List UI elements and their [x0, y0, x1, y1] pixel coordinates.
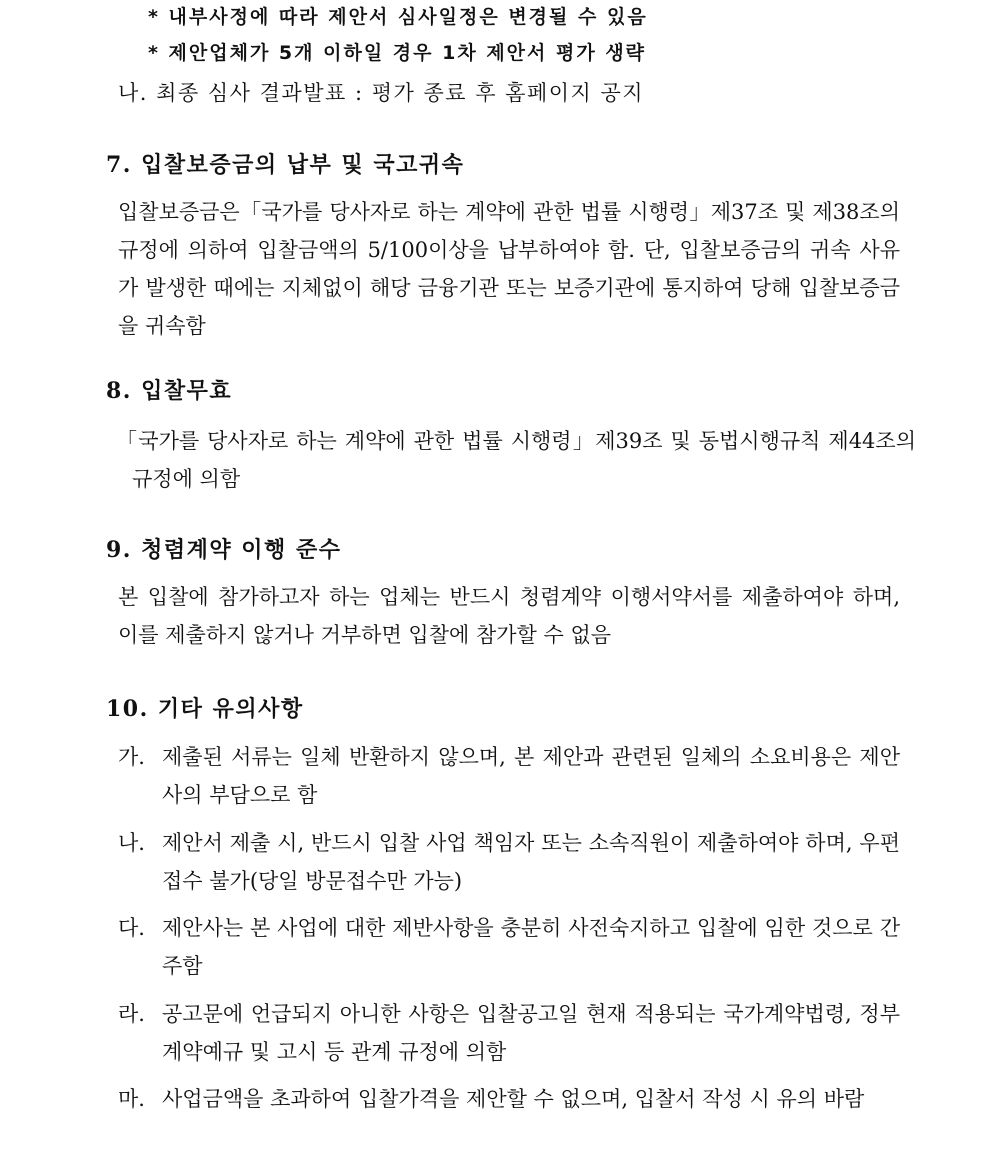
- section-7-title: 7. 입찰보증금의 납부 및 국고귀속: [106, 152, 465, 178]
- list-item-text: 사업금액을 초과하여 입찰가격을 제안할 수 없으며, 입찰서 작성 시 유의 바람: [162, 1087, 865, 1111]
- list-item: [118, 738, 900, 814]
- list-item-marker: 라.: [118, 1002, 145, 1026]
- final-result-item: 나. 최종 심사 결과발표 : 평가 종료 후 홈페이지 공지: [118, 81, 645, 105]
- schedule-note: * 내부사정에 따라 제안서 심사일정은 변경될 수 있음: [148, 6, 648, 28]
- section-9-title: 9. 청렴계약 이행 준수: [106, 537, 342, 563]
- evaluation-note: * 제안업체가 5개 이하일 경우 1차 제안서 평가 생략: [148, 42, 647, 64]
- list-item: [118, 995, 900, 1071]
- list-item: [118, 909, 900, 985]
- list-item: [118, 1080, 900, 1118]
- section-10-title: 10. 기타 유의사항: [106, 696, 304, 722]
- section-8-title: 8. 입찰무효: [106, 378, 233, 404]
- list-item-text: 제출된 서류는 일체 반환하지 않으며, 본 제안과 관련된 일체의 소요비용은 제안사의 부담으로 함: [162, 745, 900, 807]
- list-item: [118, 824, 900, 900]
- list-item-text: 공고문에 언급되지 아니한 사항은 입찰공고일 현재 적용되는 국가계약법령, 정부 계약예규 및 고시 등 관계 규정에 의함: [162, 1002, 900, 1064]
- list-item-text: 제안사는 본 사업에 대한 제반사항을 충분히 사전숙지하고 입찰에 임한 것으로 간주함: [162, 916, 900, 978]
- list-item-marker: 가.: [118, 745, 145, 769]
- list-item-marker: 다.: [118, 916, 145, 940]
- section-8-body: 「국가를 당사자로 하는 계약에 관한 법률 시행령」제39조 및 동법시행규칙 제44조의 규정에 의함: [116, 429, 916, 491]
- list-item-marker: 마.: [118, 1087, 145, 1111]
- list-item-text: 제안서 제출 시, 반드시 입찰 사업 책임자 또는 소속직원이 제출하여야 하며, 우편접수 불가(당일 방문접수만 가능): [162, 831, 900, 893]
- section-9-body: 본 입찰에 참가하고자 하는 업체는 반드시 청렴계약 이행서약서를 제출하여야 하며, 이를 제출하지 않거나 거부하면 입찰에 참가할 수 없음: [118, 585, 900, 647]
- section-7-body: 입찰보증금은「국가를 당사자로 하는 계약에 관한 법률 시행령」제37조 및 제38조의 규정에 의하여 입찰금액의 5/100이상을 납부하여야 함. 단, 입찰보증금의 귀속 사유가 발생한 때에는 지체없이 해당 금융기관 또는 보증기관에 통지하여 당해 입찰보증금을 귀속함: [118, 200, 900, 338]
- list-item-marker: 나.: [118, 831, 145, 855]
